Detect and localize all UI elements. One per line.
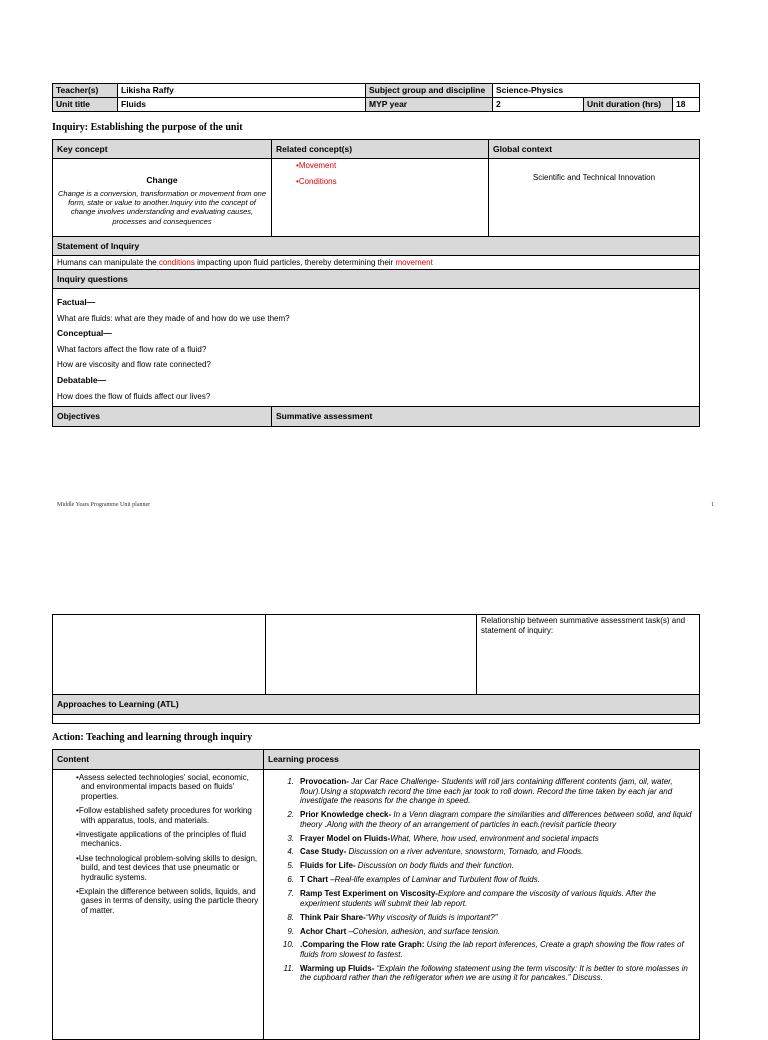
objectives-label: Objectives <box>53 407 272 427</box>
item-text: What, Where, how used, environment and societal impacts <box>390 833 599 843</box>
debatable-question: How does the flow of fluids affect our lives? <box>57 391 211 401</box>
content-item: •Assess selected technologies' social, economic, and environmental impacts based on fluids' properties. <box>76 773 249 801</box>
item-text: Using the lab report inferences, Create a graph showing the flow rates of fluids from slowest to fastest. <box>300 940 684 959</box>
item-body <box>300 834 599 844</box>
learning-process-list <box>278 777 693 983</box>
summative-assessment-label: Summative assessment <box>272 407 700 427</box>
atl-cell <box>53 715 700 724</box>
related-concepts-cell <box>272 159 489 237</box>
key-concept-title: Change <box>146 175 178 185</box>
item-body <box>300 861 514 871</box>
learning-process-item <box>278 847 693 857</box>
atl-label: Approaches to Learning (ATL) <box>53 695 700 715</box>
item-title: Ramp Test Experiment on Viscosity- <box>300 889 438 899</box>
summative-table <box>52 614 700 724</box>
teacher-label: Teacher(s) <box>53 84 118 98</box>
conceptual-question: What factors affect the flow rate of a fluid? <box>57 344 207 354</box>
item-body <box>300 913 497 923</box>
item-title: Case Study- <box>300 847 347 857</box>
duration-label: Unit duration (hrs) <box>584 98 673 112</box>
duration-value: 18 <box>673 98 700 112</box>
item-number: 7. <box>287 889 294 899</box>
item-title: Frayer Model on Fluids- <box>300 833 391 843</box>
content-item: •Follow established safety procedures for working with apparatus, tools, and materials. <box>76 806 252 825</box>
content-item: •Explain the difference between solids, liquids, and gases in terms of density, using the particle theory of matter. <box>76 887 259 915</box>
item-title: Warming up Fluids- <box>300 963 375 973</box>
related-concept-item: •Conditions <box>296 177 337 186</box>
page-number: 1 <box>711 502 714 508</box>
key-concept-label: Key concept <box>53 140 272 159</box>
key-concept-cell <box>53 159 272 237</box>
content-cell <box>53 770 264 1040</box>
related-concept-item: •Movement <box>296 161 337 170</box>
learning-process-item <box>278 875 693 885</box>
learning-process-item <box>278 913 693 923</box>
conceptual-question: How are viscosity and flow rate connected? <box>57 360 211 370</box>
content-list <box>57 773 259 915</box>
unit-title-label: Unit title <box>53 98 118 112</box>
learning-process-item <box>278 810 693 829</box>
content-item: •Use technological problem-solving skills to design, build, and test devices that use pneumatic or hydraulic systems. <box>76 853 258 882</box>
item-body <box>300 927 500 937</box>
action-table <box>52 749 700 1040</box>
debatable-label: Debatable— <box>57 374 107 385</box>
summative-cell <box>266 615 477 695</box>
item-number: 4. <box>287 847 294 857</box>
item-body <box>300 875 540 885</box>
statement-of-inquiry-text: Humans can manipulate the conditions impacting upon fluid particles, thereby determining their movement <box>53 256 700 270</box>
item-body <box>300 940 693 959</box>
item-title: Fluids for Life- <box>300 861 356 871</box>
global-context-value: Scientific and Technical Innovation <box>532 173 656 182</box>
item-text: –Real-life examples of Laminar and Turbulent flow of fluids. <box>328 875 540 885</box>
item-title: T Chart <box>300 875 328 885</box>
item-body <box>300 964 693 983</box>
myp-year-value: 2 <box>493 98 584 112</box>
item-title: Provocation- <box>300 777 349 786</box>
item-number: 10. <box>282 940 294 950</box>
item-number: 3. <box>287 833 294 843</box>
item-number: 1. <box>287 777 294 786</box>
action-heading: Action: Teaching and learning through inquiry <box>52 732 253 743</box>
item-text: –Cohesion, adhesion, and surface tension. <box>346 926 501 936</box>
item-body <box>300 847 583 857</box>
item-body <box>300 889 693 908</box>
learning-process-item <box>278 889 693 908</box>
objectives-cell <box>53 615 266 695</box>
subject-value: Science-Physics <box>493 84 700 98</box>
learning-process-cell <box>264 770 700 1040</box>
subject-label: Subject group and discipline <box>366 84 493 98</box>
learning-process-item <box>278 940 693 959</box>
conceptual-label: Conceptual— <box>57 328 112 339</box>
content-label: Content <box>53 750 264 770</box>
footer-title: Middle Years Programme Unit planner <box>57 502 151 508</box>
item-title: Achor Chart <box>300 926 347 936</box>
item-body <box>300 810 693 829</box>
inquiry-heading: Inquiry: Establishing the purpose of the unit <box>52 122 243 133</box>
item-number: 2. <box>287 810 294 820</box>
item-number: 8. <box>287 912 294 922</box>
item-number: 5. <box>287 861 294 871</box>
inquiry-questions-cell <box>53 289 700 407</box>
item-body <box>300 777 693 806</box>
learning-process-label: Learning process <box>264 750 700 770</box>
item-number: 9. <box>287 926 294 936</box>
item-text: “Explain the following statement using the term viscosity: It is better to store molasses in the cupboard rather than the refrigerator when we are using it for pancakes.” Discuss. <box>300 963 688 983</box>
global-context-cell <box>489 159 700 237</box>
learning-process-item <box>278 964 693 983</box>
relationship-cell: Relationship between summative assessment task(s) and statement of inquiry: <box>477 615 700 695</box>
content-item: •Investigate applications of the principles of fluid mechanics. <box>76 830 247 849</box>
item-title: Think Pair Share- <box>300 912 366 922</box>
inquiry-table <box>52 139 700 427</box>
factual-label: Factual— <box>57 297 96 307</box>
item-text: Explore and compare the viscosity of various liquids. After the experiment students will submit their lab report. <box>300 889 656 908</box>
learning-process-item <box>278 861 693 871</box>
myp-year-label: MYP year <box>366 98 493 112</box>
factual-question: What are fluids: what are they made of and how do we use them? <box>57 313 290 323</box>
unit-header-table <box>52 83 700 112</box>
item-text: “Why viscosity of fluids is important?” <box>365 912 498 922</box>
learning-process-item <box>278 777 693 806</box>
related-concept-label: Related concept(s) <box>272 140 489 159</box>
item-text: Jar Car Race Challenge- Students will roll jars containing different contents (jam, oil, water, flour).Using a stopwatch record the time each jar took to roll down. Record the time taken by each jar and investigate the reasons for the change in speed. <box>300 777 673 806</box>
unit-title-value: Fluids <box>118 98 366 112</box>
statement-of-inquiry-label: Statement of Inquiry <box>53 237 700 256</box>
key-concept-description: Change is a conversion, transformation or movement from one form, state or value to another.Inquiry into the concept of change involves understanding and evaluating causes, processes and consequences <box>57 189 266 226</box>
item-text: Discussion on a river adventure, snowstorm, Tornado, and Floods. <box>346 847 584 857</box>
learning-process-item <box>278 927 693 937</box>
item-title: .Comparing the Flow rate Graph: <box>300 940 425 950</box>
item-text: In a Venn diagram compare the similarities and differences between solid, and liquid theory .Along with the theory of an arrangement of particles in each.(revisit particle theory <box>300 810 692 829</box>
item-text: Discussion on body fluids and their function. <box>355 861 514 871</box>
item-title: Prior Knowledge check- <box>300 810 392 820</box>
learning-process-item <box>278 834 693 844</box>
teacher-value: Likisha Raffy <box>118 84 366 98</box>
item-number: 6. <box>287 875 294 885</box>
inquiry-questions-label: Inquiry questions <box>53 270 700 289</box>
item-number: 11. <box>283 963 294 973</box>
global-context-label: Global context <box>489 140 700 159</box>
